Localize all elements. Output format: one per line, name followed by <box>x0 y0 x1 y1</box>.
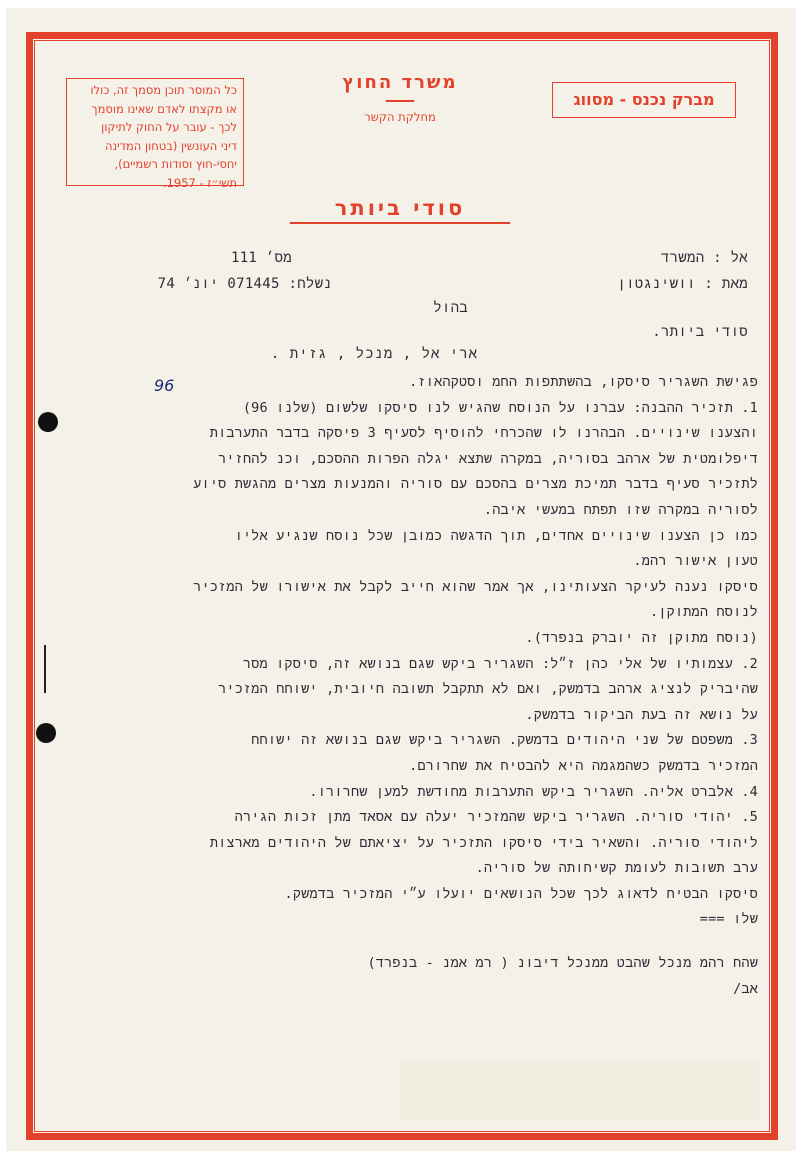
margin-mark <box>44 645 46 693</box>
notice-line: יחסי-חוץ וסודות רשמיים), <box>114 157 237 171</box>
distribution-note: שהח רהמ מנכל שהבט ממנכל דיבונ ( רמ אמנ - בנפרד) <box>367 955 758 972</box>
ministry-name: משרד החוץ <box>342 72 458 93</box>
punch-hole-icon <box>36 723 56 743</box>
to-field: אל : המשרד <box>660 250 748 266</box>
body-line: כמו כן הצענו שינויים אחדים, תוך הדגשה כמובן שכל נוסח שנגיע אליו <box>234 527 758 544</box>
initials-line: אב/ <box>733 980 758 997</box>
paper-stain <box>400 1060 760 1120</box>
body-line: ליהודי סוריה. והשאיר בידי סיסקו התזכיר על יציאתם של היהודים מארצות <box>209 834 758 851</box>
department-name: מחלקת הקשר <box>364 109 436 124</box>
urgency-label: בהול <box>433 300 468 316</box>
notice-line: כל המוסר תוכן מסמך זה, כולו <box>90 83 237 97</box>
body-line: 2. עצמותיו של אלי כהן ז״ל: השגריר ביקש שגם בנושא זה, סיסקו מסר <box>242 655 758 672</box>
body-line: דיפלומטית של ארהב בסוריה, במקרה שתצא יגלה הפרות ההסכם, וכנ להחזיר <box>218 450 758 467</box>
notice-line: דיני העונשין (בטחון המדינה <box>105 138 237 153</box>
body-line: 4. אלברט אליה. השגריר ביקש התערבות מחודשת למען שחרורו. <box>309 783 758 800</box>
body-line: לתזכיר סעיף בדבר תמיכת מצרים בהסכם עם סוריה והמנעות מצרים מהגשת סיוע <box>193 476 758 493</box>
punch-hole-icon <box>38 412 58 432</box>
closing-line: שלו === <box>699 911 758 928</box>
body-line: (נוסח מתוקן זה יוברק בנפרד). <box>525 629 758 646</box>
body-line: שהיבריק לנציג ארהב בדמשק, ואם לא תתקבל תשובה חיובית, ישוחח המזכיר <box>218 681 758 698</box>
legal-notice-box <box>66 78 244 190</box>
body-line: סיסקו הבטיח לדאוג לכך שכל הנושאים יועלו ע״י המזכיר בדמשק. <box>284 885 758 902</box>
body-line: 1. תזכיר ההבנה: עברנו על הנוסח שהגיש לנו סיסקו שלשום (שלנו 96) <box>242 399 758 416</box>
body-line: המזכיר בדמשק כשהמגמה היא להבטיח את שחרורם. <box>409 757 758 774</box>
notice-line: לכך - עובר על החוק לתיקון <box>101 120 237 134</box>
from-field: מאת : וושינגטון <box>617 276 748 292</box>
body-line: לסוריה במקרה שזו תפתח במעשי איבה. <box>483 501 758 518</box>
recipients-line: ארי אל , מנכל , גזית . <box>270 346 478 362</box>
letterhead <box>300 72 500 124</box>
handwritten-number: 96 <box>154 376 175 395</box>
notice-line: או מקצתו לאדם שאינו מוסמך <box>91 101 237 116</box>
body-line: 3. משפטם של שני היהודים בדמשק. השגריר ביקש שגם בנושא זה ישוחח <box>251 732 758 749</box>
sent-timestamp: נשלח: 071445 יונ׳ 74 <box>157 276 332 292</box>
body-line: סיסקו נענה לעיקר הצעותינו, אך אמר שהוא חייב לקבל את אישורו של המזכיר <box>193 578 758 595</box>
message-number: מס׳ 111 <box>230 250 292 266</box>
body-line: טעון אישור רהמ. <box>633 553 758 570</box>
secret-label: סודי ביותר. <box>652 324 748 340</box>
body-line: והצענו שינויים. הבהרנו לו שהכרחי להוסיף לסעיף 3 פיסקה בדבר התערבות <box>209 425 758 442</box>
telegram-body <box>68 370 758 1002</box>
classification-heading: סודי ביותר <box>290 196 510 224</box>
telegram-type-box: מברק נכנס - מסווג <box>552 82 736 118</box>
letterhead-divider <box>386 100 414 102</box>
body-line: 5. יהודי סוריה. השגריר ביקש שהמזכיר יעלה עם אסאד מתן זכות הגירה <box>234 809 758 826</box>
spacer <box>68 933 758 951</box>
body-line: ערב תשובות לעומת קשיחותה של סוריה. <box>475 860 758 877</box>
body-line: לנוסח המתוקן. <box>650 604 758 621</box>
notice-line: תשי״ז - 1957. <box>162 175 237 190</box>
body-line: על נושא זה בעת הביקור בדמשק. <box>525 706 758 723</box>
subject-line: פגישת השגריר סיסקו, בהשתתפות החמ וסטקהאוז. <box>409 374 758 390</box>
